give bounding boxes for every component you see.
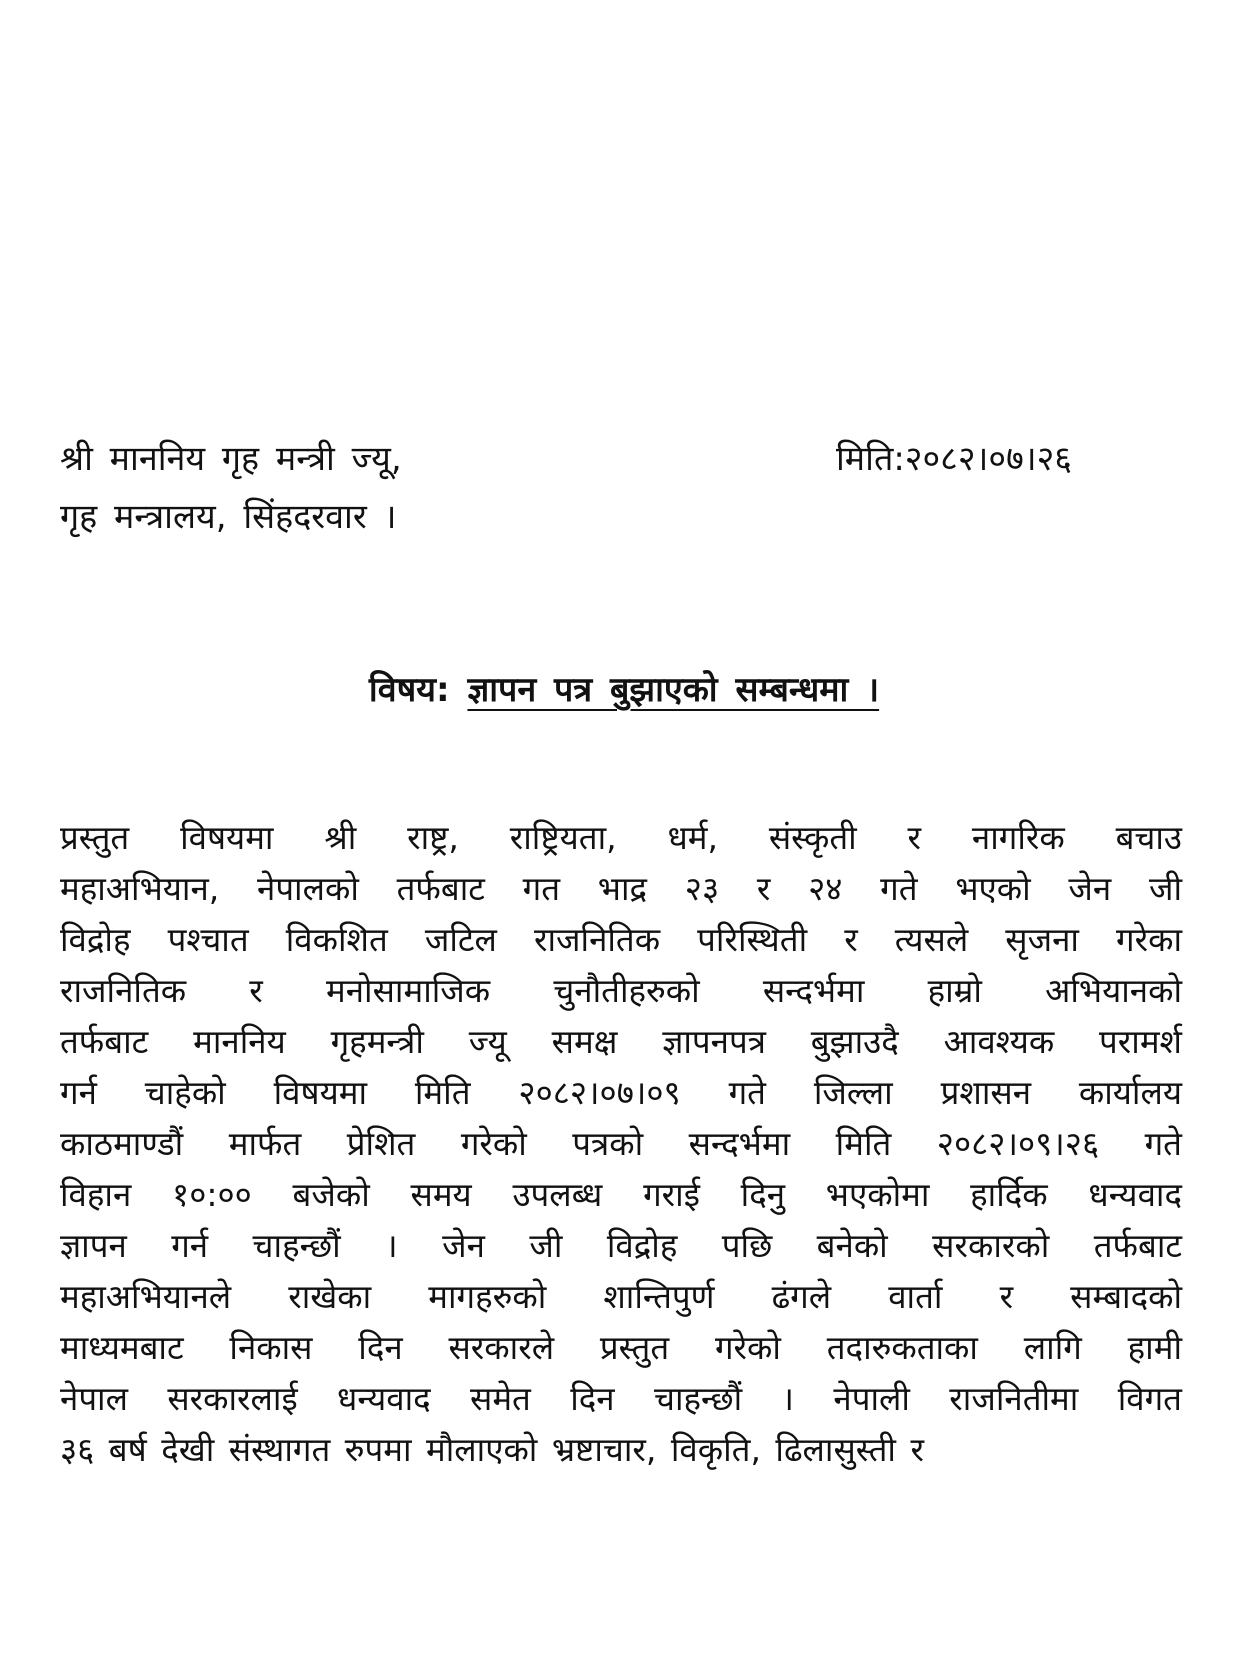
body-line: माध्यमबाट निकास दिन सरकारले प्रस्तुत गरेको तदारुकताका लागि हामी bbox=[60, 1328, 1182, 1367]
body-line: ३६ बर्ष देखी संस्थागत रुपमा मौलाएको भ्रष्टाचार, विकृति, ढिलासुस्ती र bbox=[60, 1430, 924, 1469]
addressee-line-2: गृह मन्त्रालय, सिंहदरवार । bbox=[60, 497, 397, 537]
letter-date: मिति:२०८२।०७।२६ bbox=[836, 439, 1072, 479]
letter-body bbox=[60, 812, 1182, 1475]
body-line: विहान १०:०० बजेको समय उपलब्ध गराई दिनु भएकोमा हार्दिक धन्यवाद bbox=[60, 1175, 1182, 1214]
body-line: ज्ञापन गर्न चाहन्छौं । जेन जी विद्रोह पछि बनेको सरकारको तर्फबाट bbox=[60, 1226, 1182, 1265]
subject-line bbox=[0, 664, 1248, 716]
body-line: विद्रोह पश्चात विकशित जटिल राजनितिक परिस्थिती र त्यसले सृजना गरेका bbox=[60, 920, 1182, 959]
body-line: राजनितिक र मनोसामाजिक चुनौतीहरुको सन्दर्भमा हाम्रो अभियानको bbox=[60, 971, 1182, 1010]
body-line: तर्फबाट माननिय गृहमन्त्री ज्यू समक्ष ज्ञापनपत्र बुझाउदै आवश्यक परामर्श bbox=[60, 1022, 1182, 1061]
body-line: प्रस्तुत विषयमा श्री राष्ट्र, राष्ट्रियता, धर्म, संस्कृती र नागरिक बचाउ bbox=[60, 818, 1182, 857]
subject-text: ज्ञापन पत्र बुझाएको सम्बन्धमा । bbox=[467, 670, 880, 710]
subject-label: विषय: bbox=[368, 670, 450, 710]
addressee-block bbox=[60, 430, 402, 546]
body-line: नेपाल सरकारलाई धन्यवाद समेत दिन चाहन्छौं । नेपाली राजनितीमा विगत bbox=[60, 1379, 1182, 1418]
body-line: महाअभियानले राखेका मागहरुको शान्तिपुर्ण ढंगले वार्ता र सम्बादको bbox=[60, 1277, 1182, 1316]
body-line: काठमाण्डौं मार्फत प्रेशित गरेको पत्रको सन्दर्भमा मिति २०८२।०९।२६ गते bbox=[60, 1124, 1182, 1163]
body-line: महाअभियान, नेपालको तर्फबाट गत भाद्र २३ र २४ गते भएको जेन जी bbox=[60, 869, 1182, 908]
body-line: गर्न चाहेको विषयमा मिति २०८२।०७।०९ गते जिल्ला प्रशासन कार्यालय bbox=[60, 1073, 1182, 1112]
addressee-line-1: श्री माननिय गृह मन्त्री ज्यू, bbox=[60, 439, 402, 479]
